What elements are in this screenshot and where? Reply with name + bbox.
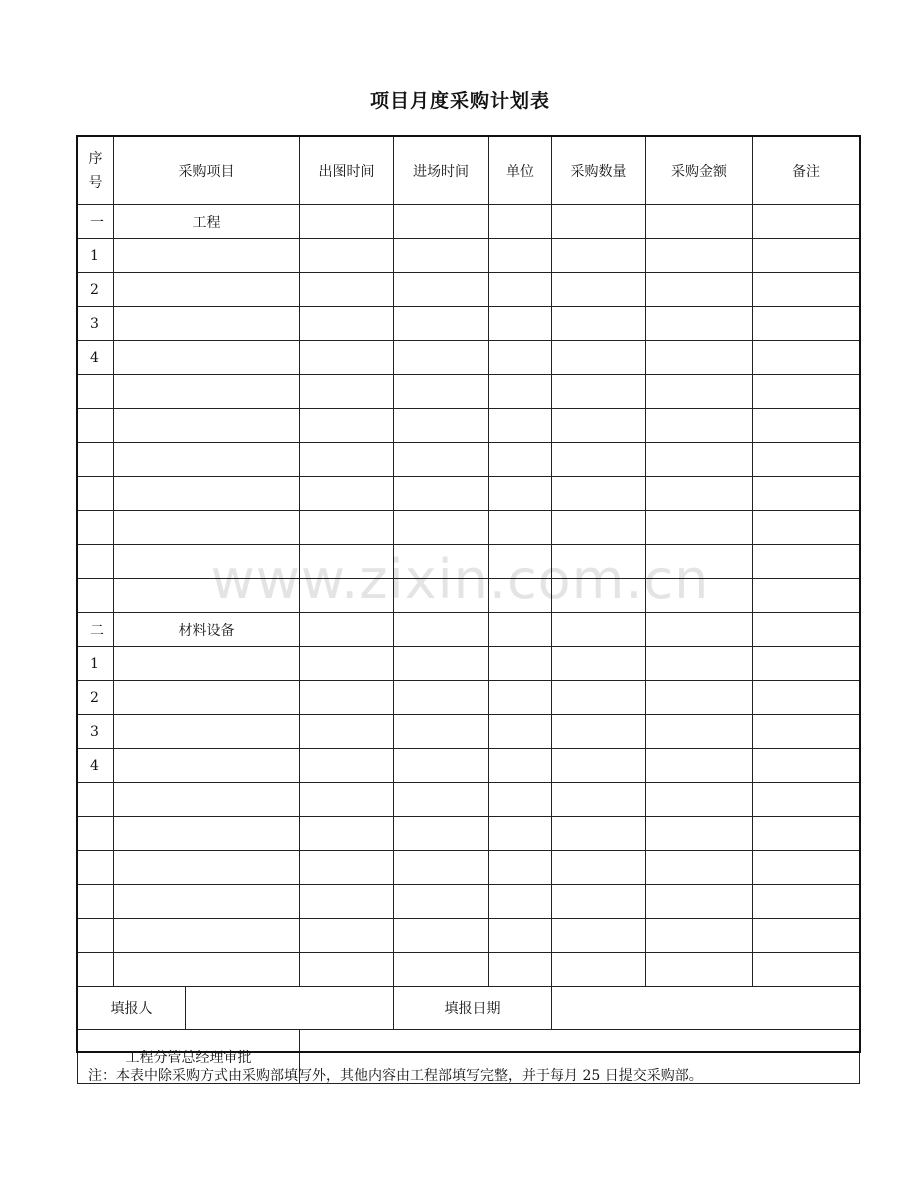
cell-item bbox=[114, 919, 300, 953]
cell-item bbox=[114, 375, 300, 409]
header-seq-line1: 序 bbox=[88, 150, 103, 167]
cell-item bbox=[114, 885, 300, 919]
row-seq: 1 bbox=[78, 647, 114, 681]
header-unit: 单位 bbox=[489, 137, 552, 205]
cell-entry-time bbox=[394, 851, 489, 885]
row-seq: 2 bbox=[78, 681, 114, 715]
cell-amount bbox=[646, 919, 753, 953]
cell-entry-time bbox=[394, 545, 489, 579]
section-name: 工程 bbox=[114, 205, 300, 239]
header-amount: 采购金额 bbox=[646, 137, 753, 205]
cell-remarks bbox=[753, 817, 860, 851]
cell-amount bbox=[646, 239, 753, 273]
section-seq: 一 bbox=[78, 205, 114, 239]
cell-remarks bbox=[753, 715, 860, 749]
cell-drawing-time bbox=[300, 375, 394, 409]
cell-item bbox=[114, 273, 300, 307]
date-label: 填报日期 bbox=[394, 987, 552, 1030]
cell-item bbox=[114, 443, 300, 477]
cell-item bbox=[114, 477, 300, 511]
cell-amount bbox=[646, 545, 753, 579]
cell-quantity bbox=[552, 375, 646, 409]
cell-quantity bbox=[552, 919, 646, 953]
section-name: 材料设备 bbox=[114, 613, 300, 647]
cell-entry-time bbox=[394, 953, 489, 987]
table-row bbox=[78, 545, 860, 579]
cell-drawing-time bbox=[300, 511, 394, 545]
row-seq: 4 bbox=[78, 749, 114, 783]
cell-drawing-time bbox=[300, 307, 394, 341]
cell-entry-time bbox=[394, 375, 489, 409]
table-row bbox=[78, 273, 860, 307]
cell-amount bbox=[646, 443, 753, 477]
cell-quantity bbox=[552, 477, 646, 511]
cell-amount bbox=[646, 579, 753, 613]
cell-amount bbox=[646, 613, 753, 647]
cell-remarks bbox=[753, 613, 860, 647]
section-row bbox=[78, 205, 860, 239]
table-row bbox=[78, 885, 860, 919]
cell-entry-time bbox=[394, 783, 489, 817]
approval-label: 工程分管总经理审批 bbox=[78, 1030, 300, 1084]
table-row bbox=[78, 239, 860, 273]
cell-remarks bbox=[753, 579, 860, 613]
row-seq bbox=[78, 545, 114, 579]
cell-unit bbox=[489, 273, 552, 307]
row-seq: 3 bbox=[78, 307, 114, 341]
cell-unit bbox=[489, 579, 552, 613]
cell-item bbox=[114, 851, 300, 885]
cell-unit bbox=[489, 681, 552, 715]
cell-quantity bbox=[552, 613, 646, 647]
cell-remarks bbox=[753, 885, 860, 919]
cell-entry-time bbox=[394, 477, 489, 511]
header-entry-time: 进场时间 bbox=[394, 137, 489, 205]
cell-drawing-time bbox=[300, 851, 394, 885]
cell-unit bbox=[489, 817, 552, 851]
cell-entry-time bbox=[394, 749, 489, 783]
table-row bbox=[78, 341, 860, 375]
cell-item bbox=[114, 511, 300, 545]
cell-quantity bbox=[552, 715, 646, 749]
cell-amount bbox=[646, 341, 753, 375]
header-seq-line2: 号 bbox=[88, 174, 103, 191]
cell-drawing-time bbox=[300, 341, 394, 375]
table-row bbox=[78, 681, 860, 715]
cell-remarks bbox=[753, 953, 860, 987]
table-row bbox=[78, 579, 860, 613]
cell-entry-time bbox=[394, 511, 489, 545]
table-row bbox=[78, 511, 860, 545]
cell-drawing-time bbox=[300, 205, 394, 239]
cell-quantity bbox=[552, 511, 646, 545]
filler-label: 填报人 bbox=[78, 987, 186, 1030]
cell-entry-time bbox=[394, 341, 489, 375]
cell-remarks bbox=[753, 477, 860, 511]
section-row bbox=[78, 613, 860, 647]
cell-unit bbox=[489, 647, 552, 681]
cell-drawing-time bbox=[300, 817, 394, 851]
cell-unit bbox=[489, 409, 552, 443]
cell-quantity bbox=[552, 443, 646, 477]
cell-amount bbox=[646, 477, 753, 511]
table-row bbox=[78, 953, 860, 987]
row-seq bbox=[78, 851, 114, 885]
row-seq bbox=[78, 885, 114, 919]
cell-remarks bbox=[753, 783, 860, 817]
cell-drawing-time bbox=[300, 885, 394, 919]
cell-drawing-time bbox=[300, 783, 394, 817]
cell-unit bbox=[489, 919, 552, 953]
cell-unit bbox=[489, 477, 552, 511]
cell-quantity bbox=[552, 783, 646, 817]
section-seq: 二 bbox=[78, 613, 114, 647]
cell-remarks bbox=[753, 239, 860, 273]
cell-drawing-time bbox=[300, 409, 394, 443]
table-row bbox=[78, 851, 860, 885]
cell-amount bbox=[646, 307, 753, 341]
cell-entry-time bbox=[394, 919, 489, 953]
cell-amount bbox=[646, 817, 753, 851]
cell-amount bbox=[646, 681, 753, 715]
cell-drawing-time bbox=[300, 239, 394, 273]
row-seq bbox=[78, 953, 114, 987]
cell-drawing-time bbox=[300, 749, 394, 783]
cell-drawing-time bbox=[300, 579, 394, 613]
cell-entry-time bbox=[394, 409, 489, 443]
cell-drawing-time bbox=[300, 273, 394, 307]
cell-quantity bbox=[552, 239, 646, 273]
row-seq bbox=[78, 409, 114, 443]
cell-quantity bbox=[552, 681, 646, 715]
cell-quantity bbox=[552, 851, 646, 885]
watermark: www.zixin.com.cn bbox=[210, 548, 710, 611]
cell-unit bbox=[489, 307, 552, 341]
cell-item bbox=[114, 409, 300, 443]
cell-item bbox=[114, 579, 300, 613]
cell-remarks bbox=[753, 443, 860, 477]
cell-quantity bbox=[552, 647, 646, 681]
cell-unit bbox=[489, 953, 552, 987]
cell-quantity bbox=[552, 953, 646, 987]
cell-item bbox=[114, 749, 300, 783]
cell-remarks bbox=[753, 409, 860, 443]
cell-unit bbox=[489, 749, 552, 783]
cell-drawing-time bbox=[300, 545, 394, 579]
footnote: 注：本表中除采购方式由采购部填写外，其他内容由工程部填写完整，并于每月 25 日提交采购部。 bbox=[88, 1068, 703, 1084]
cell-unit bbox=[489, 851, 552, 885]
table-row bbox=[78, 409, 860, 443]
cell-entry-time bbox=[394, 647, 489, 681]
table-row bbox=[78, 443, 860, 477]
table-row bbox=[78, 749, 860, 783]
header-drawing-time: 出图时间 bbox=[300, 137, 394, 205]
cell-amount bbox=[646, 647, 753, 681]
row-seq bbox=[78, 511, 114, 545]
cell-remarks bbox=[753, 749, 860, 783]
cell-item bbox=[114, 647, 300, 681]
cell-quantity bbox=[552, 341, 646, 375]
filler-row bbox=[78, 987, 860, 1030]
table-row bbox=[78, 817, 860, 851]
cell-remarks bbox=[753, 341, 860, 375]
cell-drawing-time bbox=[300, 477, 394, 511]
cell-amount bbox=[646, 511, 753, 545]
row-seq: 2 bbox=[78, 273, 114, 307]
header-seq bbox=[78, 137, 114, 205]
cell-entry-time bbox=[394, 205, 489, 239]
table-row bbox=[78, 647, 860, 681]
cell-drawing-time bbox=[300, 443, 394, 477]
cell-unit bbox=[489, 375, 552, 409]
cell-quantity bbox=[552, 545, 646, 579]
cell-item bbox=[114, 817, 300, 851]
row-seq bbox=[78, 477, 114, 511]
cell-unit bbox=[489, 885, 552, 919]
cell-unit bbox=[489, 545, 552, 579]
header-remarks: 备注 bbox=[753, 137, 860, 205]
table-row bbox=[78, 919, 860, 953]
cell-unit bbox=[489, 783, 552, 817]
cell-entry-time bbox=[394, 715, 489, 749]
cell-entry-time bbox=[394, 579, 489, 613]
cell-item bbox=[114, 341, 300, 375]
cell-item bbox=[114, 681, 300, 715]
cell-entry-time bbox=[394, 273, 489, 307]
header-item: 采购项目 bbox=[114, 137, 300, 205]
cell-entry-time bbox=[394, 885, 489, 919]
cell-item bbox=[114, 953, 300, 987]
cell-amount bbox=[646, 749, 753, 783]
cell-amount bbox=[646, 205, 753, 239]
cell-drawing-time bbox=[300, 953, 394, 987]
table-row bbox=[78, 375, 860, 409]
cell-item bbox=[114, 239, 300, 273]
cell-drawing-time bbox=[300, 647, 394, 681]
cell-entry-time bbox=[394, 681, 489, 715]
cell-item bbox=[114, 545, 300, 579]
cell-drawing-time bbox=[300, 681, 394, 715]
cell-quantity bbox=[552, 409, 646, 443]
row-seq: 1 bbox=[78, 239, 114, 273]
cell-drawing-time bbox=[300, 919, 394, 953]
row-seq: 3 bbox=[78, 715, 114, 749]
cell-amount bbox=[646, 375, 753, 409]
cell-unit bbox=[489, 443, 552, 477]
cell-unit bbox=[489, 205, 552, 239]
cell-unit bbox=[489, 613, 552, 647]
row-seq bbox=[78, 783, 114, 817]
cell-quantity bbox=[552, 205, 646, 239]
cell-amount bbox=[646, 273, 753, 307]
row-seq bbox=[78, 579, 114, 613]
cell-amount bbox=[646, 885, 753, 919]
cell-unit bbox=[489, 239, 552, 273]
page-title: 项目月度采购计划表 bbox=[369, 90, 550, 112]
cell-remarks bbox=[753, 681, 860, 715]
cell-remarks bbox=[753, 851, 860, 885]
cell-remarks bbox=[753, 511, 860, 545]
cell-amount bbox=[646, 851, 753, 885]
cell-remarks bbox=[753, 307, 860, 341]
cell-unit bbox=[489, 715, 552, 749]
header-quantity: 采购数量 bbox=[552, 137, 646, 205]
cell-quantity bbox=[552, 885, 646, 919]
cell-quantity bbox=[552, 749, 646, 783]
row-seq bbox=[78, 375, 114, 409]
cell-entry-time bbox=[394, 307, 489, 341]
row-seq: 4 bbox=[78, 341, 114, 375]
cell-drawing-time bbox=[300, 715, 394, 749]
row-seq bbox=[78, 919, 114, 953]
cell-quantity bbox=[552, 307, 646, 341]
cell-item bbox=[114, 307, 300, 341]
cell-item bbox=[114, 783, 300, 817]
cell-quantity bbox=[552, 579, 646, 613]
row-seq bbox=[78, 817, 114, 851]
cell-entry-time bbox=[394, 239, 489, 273]
cell-quantity bbox=[552, 817, 646, 851]
cell-amount bbox=[646, 715, 753, 749]
cell-item bbox=[114, 715, 300, 749]
filler-field bbox=[186, 987, 394, 1030]
cell-remarks bbox=[753, 375, 860, 409]
cell-remarks bbox=[753, 205, 860, 239]
cell-remarks bbox=[753, 919, 860, 953]
cell-amount bbox=[646, 409, 753, 443]
cell-amount bbox=[646, 783, 753, 817]
table-row bbox=[78, 477, 860, 511]
cell-unit bbox=[489, 341, 552, 375]
cell-entry-time bbox=[394, 613, 489, 647]
cell-remarks bbox=[753, 545, 860, 579]
table-row bbox=[78, 783, 860, 817]
cell-quantity bbox=[552, 273, 646, 307]
cell-drawing-time bbox=[300, 613, 394, 647]
cell-entry-time bbox=[394, 443, 489, 477]
table-header-row bbox=[78, 137, 860, 205]
table-row bbox=[78, 715, 860, 749]
cell-amount bbox=[646, 953, 753, 987]
cell-remarks bbox=[753, 273, 860, 307]
row-seq bbox=[78, 443, 114, 477]
date-field bbox=[552, 987, 860, 1030]
cell-remarks bbox=[753, 647, 860, 681]
purchase-plan-table bbox=[77, 136, 860, 1084]
cell-entry-time bbox=[394, 817, 489, 851]
table-row bbox=[78, 307, 860, 341]
cell-unit bbox=[489, 511, 552, 545]
